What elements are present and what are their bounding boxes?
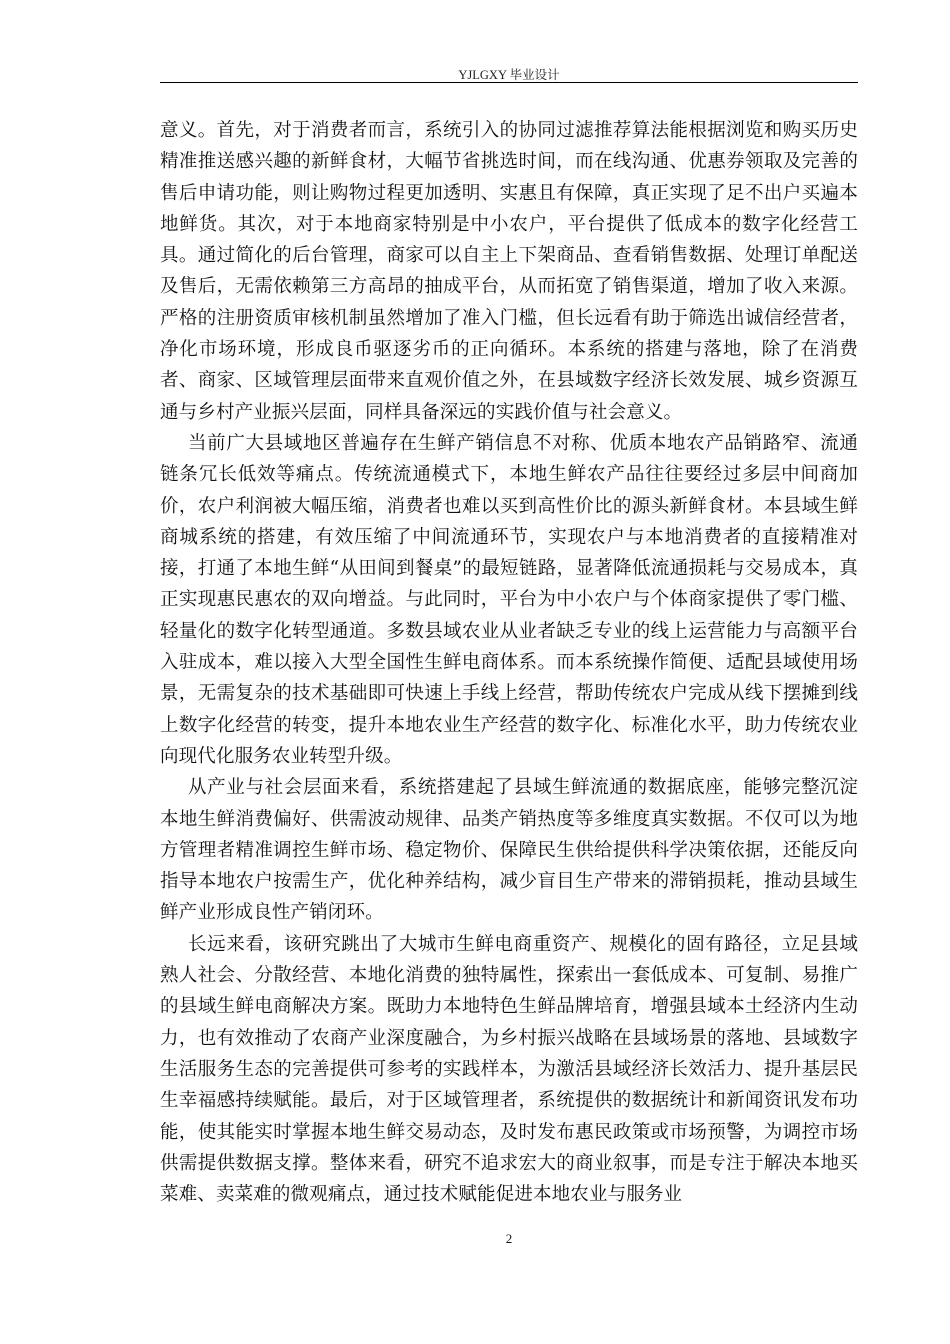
paragraph-2: 当前广大县域地区普遍存在生鲜产销信息不对称、优质本地农产品销路窄、流通链条冗长低效等痛点。传统流通模式下，本地生鲜农产品往往要经过多层中间商加价，农户利润被大幅压缩，消费者也难以买到高性价比的源头新鲜食材。本县域生鲜商城系统的搭建，有效压缩了中间流通环节，实现农户与本地消费者的直接精准对接，打通了本地生鲜“从田间到餐桌”的最短链路，显著降低流通损耗与交易成本，真正实现惠民惠农的双向增益。与此同时，平台为中小农户与个体商家提供了零门槛、轻量化的数字化转型通道。多数县域农业从业者缺乏专业的线上运营能力与高额平台入驻成本，难以接入大型全国性生鲜电商体系。而本系统操作简便、适配县域使用场景，无需复杂的技术基础即可快速上手线上经营，帮助传统农户完成从线下摆摊到线上数字化经营的转变，提升本地农业生产经营的数字化、标准化水平，助力传统农业向现代化服务农业转型升级。 (160, 432, 858, 767)
paragraph-1: 意义。首先，对于消费者而言，系统引入的协同过滤推荐算法能根据浏览和购买历史精准推送感兴趣的新鲜食材，大幅节省挑选时间，而在线沟通、优惠券领取及完善的售后申请功能，则让购物过程更加透明、实惠且有保障，真正实现了足不出户买遍本地鲜货。其次，对于本地商家特别是中小农户，平台提供了低成本的数字化经营工具。通过简化的后台管理，商家可以自主上下架商品、查看销售数据、处理订单配送及售后，无需依赖第三方高昂的抽成平台，从而拓宽了销售渠道，增加了收入来源。严格的注册资质审核机制虽然增加了准入门槛，但长远看有助于筛选出诚信经营者，净化市场环境，形成良币驱逐劣币的正向循环。本系统的搭建与落地，除了在消费者、商家、区域管理层面带来直观价值之外，在县域数字经济长效发展、城乡资源互通与乡村产业振兴层面，同样具备深远的实践价值与社会意义。 (160, 120, 858, 423)
header-divider (160, 82, 858, 83)
paragraph-4: 长远来看，该研究跳出了大城市生鲜电商重资产、规模化的固有路径，立足县域熟人社会、分散经营、本地化消费的独特属性，探索出一套低成本、可复制、易推广的县域生鲜电商解决方案。既助力本地特色生鲜品牌培育，增强县域本土经济内生动力，也有效推动了农商产业深度融合，为乡村振兴战略在县域场景的落地、县域数字生活服务生态的完善提供可参考的实践样本，为激活县域经济长效活力、提升基层民生幸福感持续赋能。最后，对于区域管理者，系统提供的数据统计和新闻资讯发布功能，使其能实时掌握本地生鲜交易动态，及时发布惠民政策或市场预警，为调控市场供需提供数据支撑。整体来看，研究不追求宏大的商业叙事，而是专注于解决本地买菜难、卖菜难的微观痛点，通过技术赋能促进本地农业与服务业 (160, 933, 858, 1206)
page-number: 2 (505, 1231, 513, 1246)
page-header: YJLGXY 毕业设计 (458, 68, 560, 82)
body-text (160, 115, 858, 1210)
paragraph-3: 从产业与社会层面来看，系统搭建起了县域生鲜流通的数据底座，能够完整沉淀本地生鲜消费偏好、供需波动规律、品类产销热度等多维度真实数据。不仅可以为地方管理者精准调控生鲜市场、稳定物价、保障民生供给提供科学决策依据，还能反向指导本地农户按需生产，优化种养结构，减少盲目生产带来的滞销损耗，推动县域生鲜产业形成良性产销闭环。 (160, 777, 858, 924)
